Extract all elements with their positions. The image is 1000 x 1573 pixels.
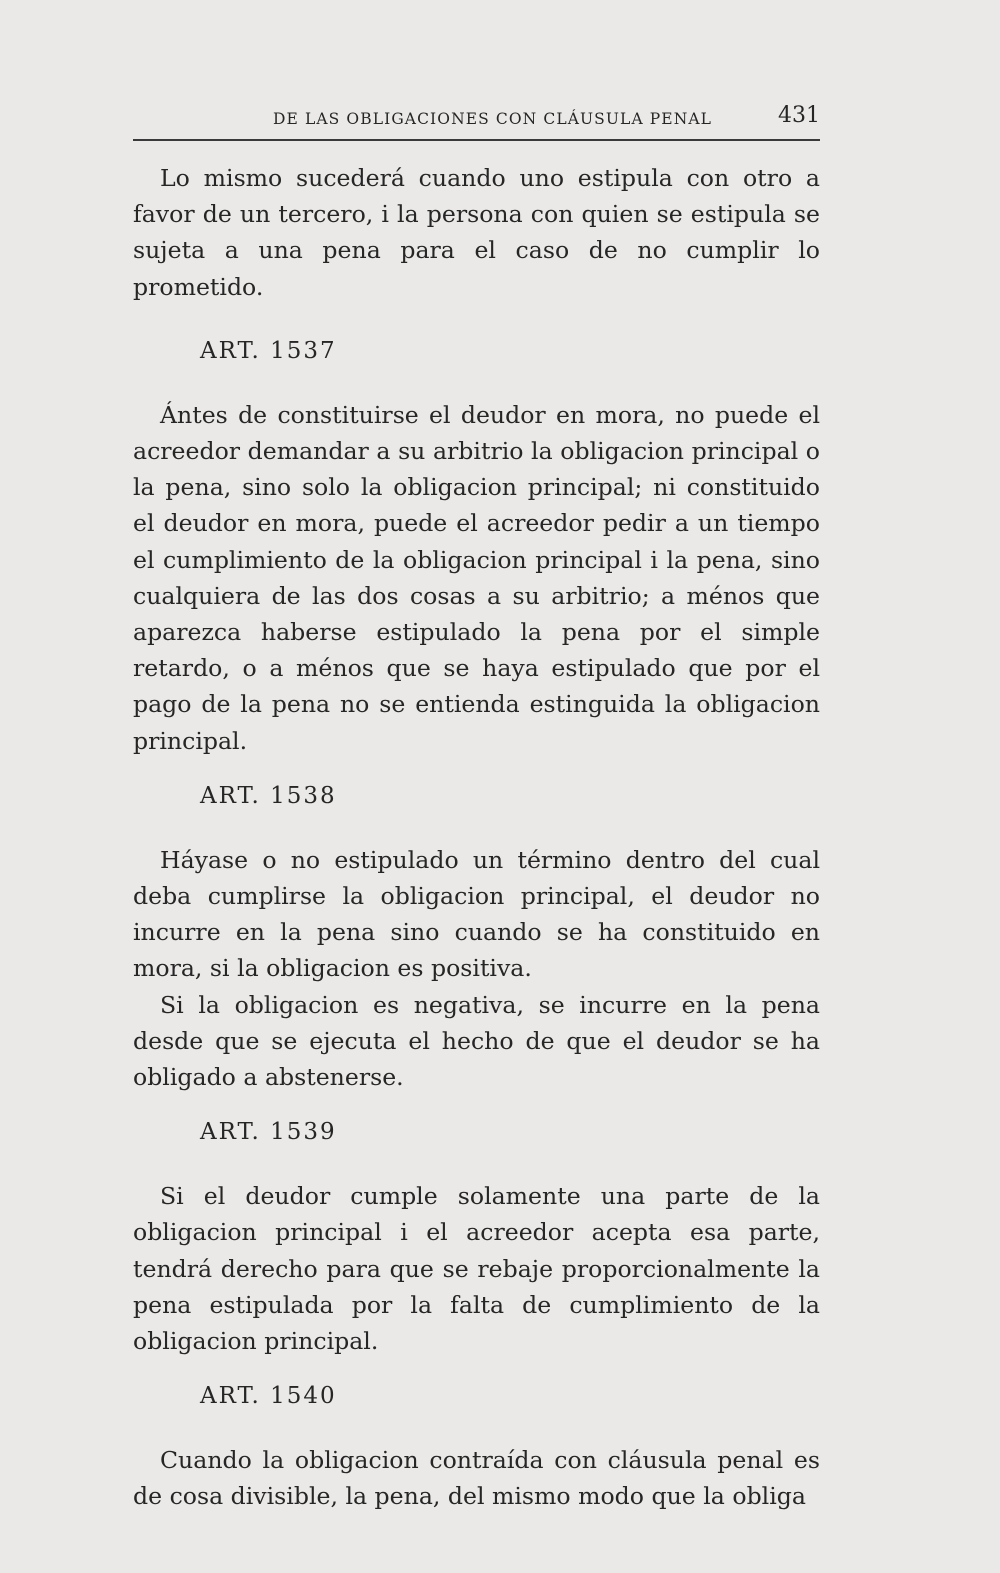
article-1540 bbox=[133, 1378, 820, 1514]
article-1538 bbox=[133, 778, 820, 1095]
article-1537 bbox=[133, 333, 820, 759]
article-heading: ART. 1539 bbox=[200, 1119, 337, 1146]
page-body bbox=[133, 160, 820, 1515]
intro-paragraph: Lo mismo sucederá cuando uno estipula con otro a favor de un tercero, i la persona con quien se estipula se sujeta a una pena para el caso de no cumplir lo prometido. bbox=[133, 164, 820, 301]
running-header bbox=[133, 100, 820, 134]
article-paragraph: Cuando la obligacion contraída con cláusula penal es de cosa divisible, la pena, del mismo modo que la obliga bbox=[133, 1446, 820, 1511]
article-heading: ART. 1540 bbox=[200, 1383, 337, 1410]
article-paragraph: Ántes de constituirse el deudor en mora, no puede el acreedor demandar a su arbitrio la obligacion principal o la pena, sino solo la obligacion principal; ni constituido el deudor en mora, puede el acreedor pedir a un tiempo el cumplimiento de la obligacion principal i la pena, sino cualquiera de las dos cosas a su arbitrio; a ménos que aparezca haberse estipulado la pena por el simple retardo, o a ménos que se haya estipulado que por el pago de la pena no se entienda estinguida la obligacion principal. bbox=[133, 400, 820, 755]
article-paragraph: Háyase o no estipulado un término dentro del cual deba cumplirse la obligacion principal, el deudor no incurre en la pena sino cuando se ha constituido en mora, si la obligacion es positiva. bbox=[133, 845, 820, 983]
page-number: 431 bbox=[778, 103, 820, 128]
article-paragraph: Si el deudor cumple solamente una parte de la obligacion principal i el acreedor acepta esa parte, tendrá derecho para que se rebaje proporcionalmente la pena estipulada por la falta de cumplimiento de la obligacion principal. bbox=[133, 1182, 820, 1356]
article-heading: ART. 1537 bbox=[200, 337, 337, 364]
running-header-title: DE LAS OBLIGACIONES CON CLÁUSULA PENAL bbox=[273, 110, 713, 128]
article-heading: ART. 1538 bbox=[200, 782, 337, 809]
article-1539 bbox=[133, 1114, 820, 1359]
article-paragraph: Si la obligacion es negativa, se incurre en la pena desde que se ejecuta el hecho de que el deudor se ha obligado a abstenerse. bbox=[133, 990, 820, 1092]
header-rule bbox=[133, 139, 820, 141]
